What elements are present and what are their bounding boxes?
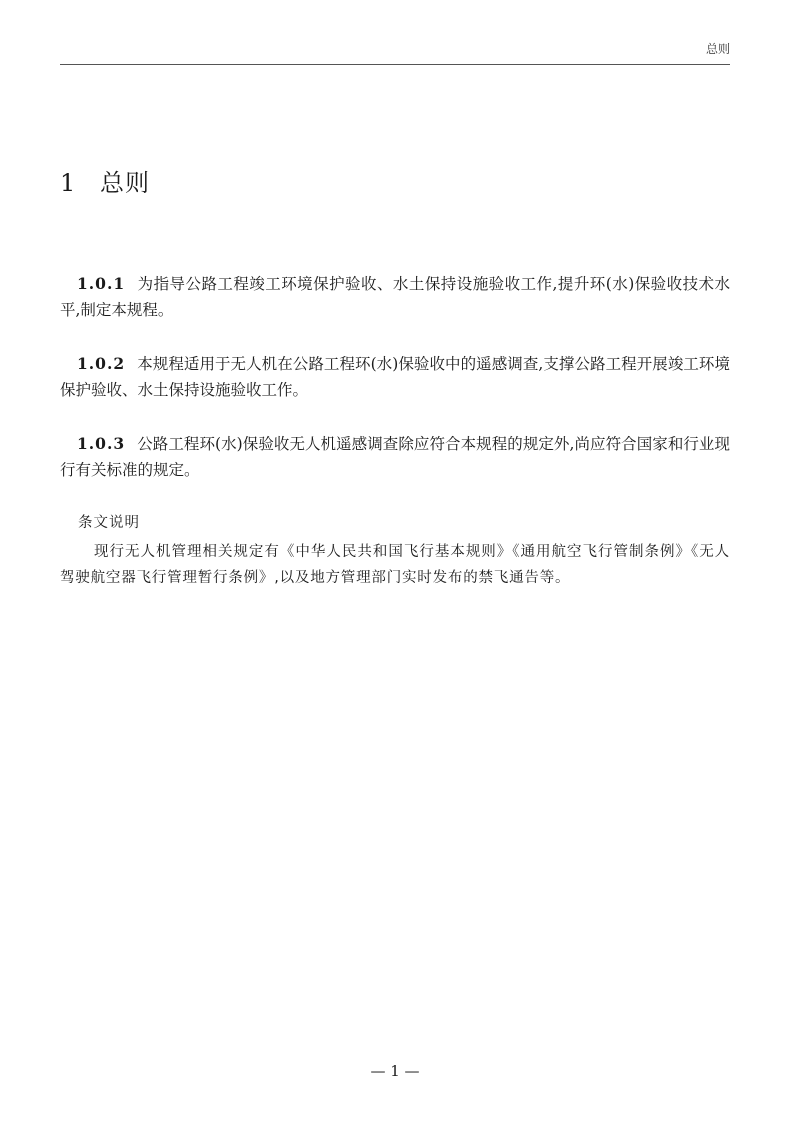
clause-text: 为指导公路工程竣工环境保护验收、水土保持设施验收工作,提升环(水)保验收技术水平,制定本规程。: [60, 275, 730, 319]
chapter-heading: [60, 163, 150, 198]
explanation-title: 条文说明: [78, 515, 140, 531]
clause-number: 1.0.1: [77, 274, 126, 293]
clause-number: 1.0.3: [77, 434, 126, 453]
clause-1-0-1: [60, 271, 730, 323]
chapter-number: 1: [60, 169, 77, 197]
clause-1-0-3: [60, 431, 730, 483]
page-number: — 1 —: [370, 1062, 420, 1080]
clause-text: 本规程适用于无人机在公路工程环(水)保验收中的遥感调查,支撑公路工程开展竣工环境保护验收、水土保持设施验收工作。: [60, 355, 730, 399]
chapter-title: 总则: [100, 169, 150, 197]
explanation-body: 现行无人机管理相关规定有《中华人民共和国飞行基本规则》《通用航空飞行管制条例》《无人驾驶航空器飞行管理暂行条例》,以及地方管理部门实时发布的禁飞通告等。: [60, 544, 730, 586]
running-head: 总则: [705, 42, 730, 56]
clause-text: 公路工程环(水)保验收无人机遥感调查除应符合本规程的规定外,尚应符合国家和行业现行有关标准的规定。: [60, 435, 730, 479]
clause-number: 1.0.2: [77, 354, 126, 373]
header-rule: [60, 64, 730, 65]
clause-1-0-2: [60, 351, 730, 403]
